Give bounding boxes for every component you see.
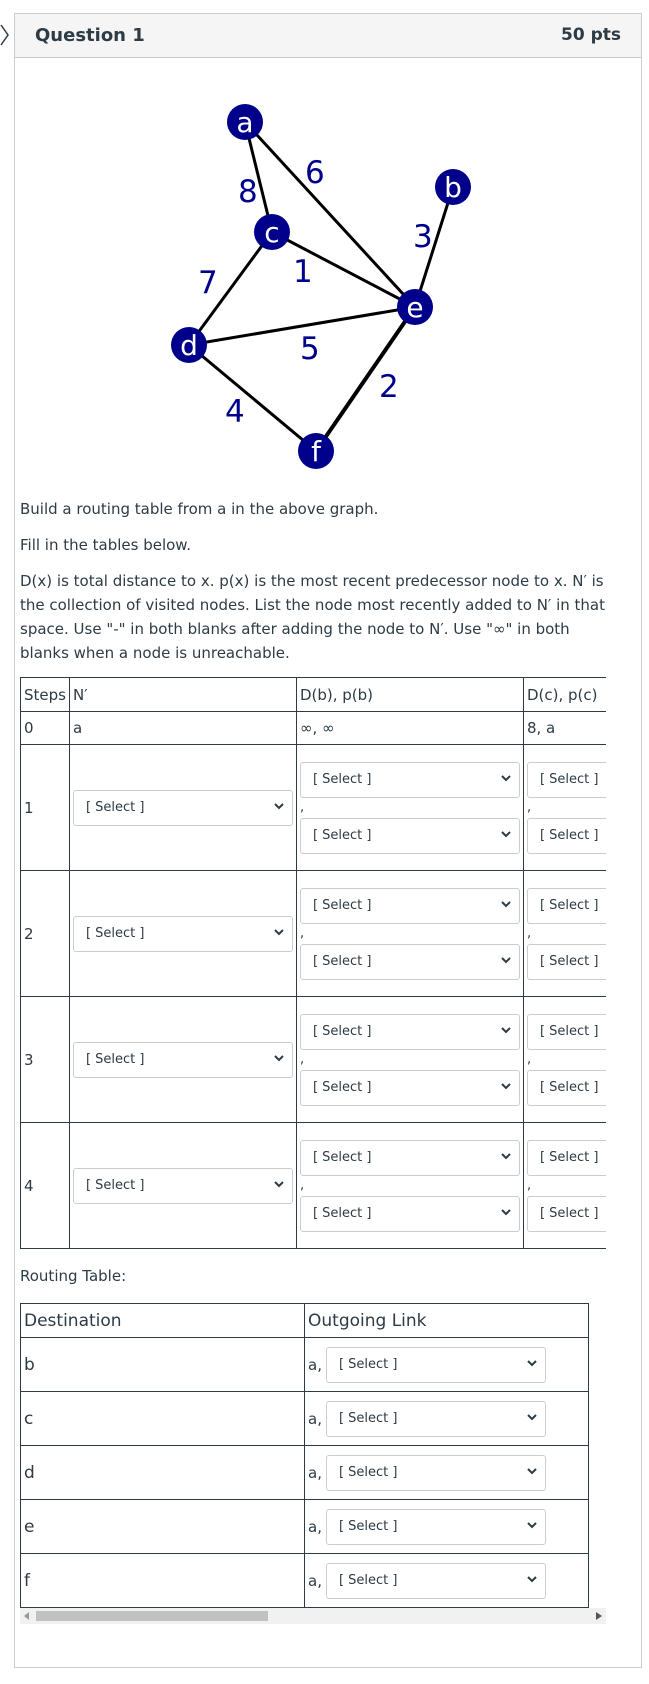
step-label: 1	[21, 745, 70, 871]
destination-cell: d	[21, 1446, 305, 1500]
pc-select[interactable]: [ Select ]	[527, 1196, 606, 1232]
dc-select[interactable]: [ Select ]	[527, 1014, 606, 1050]
n-prime-select[interactable]: [ Select ]	[73, 1168, 293, 1204]
node-b-label: b	[444, 171, 462, 204]
chevron-down-icon	[527, 1413, 537, 1421]
table-row	[21, 1392, 589, 1446]
node-a-label: a	[236, 106, 254, 139]
edge-e-f	[316, 307, 415, 451]
chevron-down-icon	[274, 1054, 284, 1062]
pc-select[interactable]: [ Select ]	[527, 818, 606, 854]
scroll-thumb[interactable]	[36, 1611, 268, 1621]
weight-d-e: 5	[300, 331, 320, 367]
n-prime-select[interactable]: [ Select ]	[73, 790, 293, 826]
network-graph	[165, 104, 505, 504]
edge-d-f	[189, 345, 316, 451]
db-select[interactable]: [ Select ]	[300, 888, 520, 924]
scroll-right-arrow-icon[interactable]	[596, 1612, 602, 1620]
n-prime-select[interactable]: [ Select ]	[73, 1042, 293, 1078]
pb-select[interactable]: [ Select ]	[300, 1070, 520, 1106]
comma: ,	[526, 925, 532, 941]
node-e-label: e	[406, 291, 424, 324]
table-row	[21, 1338, 589, 1392]
link-prefix: a,	[308, 1355, 322, 1374]
comma: ,	[299, 1051, 305, 1067]
node-f-label: f	[311, 435, 321, 468]
table-row	[21, 1554, 589, 1608]
previous-arrow-icon[interactable]	[0, 24, 10, 46]
row0-db-pb: ∞, ∞	[296, 712, 523, 745]
chevron-down-icon	[501, 774, 511, 782]
chevron-down-icon	[274, 1180, 284, 1188]
weight-d-f: 4	[225, 394, 245, 430]
dc-select[interactable]: [ Select ]	[527, 762, 606, 798]
pb-select[interactable]: [ Select ]	[300, 1196, 520, 1232]
row0-dc-pc: 8, a	[523, 712, 606, 745]
table-row	[21, 1500, 589, 1554]
scroll-left-arrow-icon[interactable]	[24, 1612, 30, 1620]
table-row	[21, 997, 607, 1123]
chevron-down-icon	[527, 1359, 537, 1367]
header-dc-pc: D(c), p(c)	[523, 678, 606, 712]
comma: ,	[299, 1177, 305, 1193]
pc-select[interactable]: [ Select ]	[527, 1070, 606, 1106]
comma: ,	[299, 799, 305, 815]
header-steps: Steps	[21, 678, 70, 712]
db-select[interactable]: [ Select ]	[300, 1014, 520, 1050]
chevron-down-icon	[527, 1521, 537, 1529]
instruction-fill: Fill in the tables below.	[20, 536, 191, 554]
table-row	[21, 1123, 607, 1249]
routing-table	[20, 1303, 589, 1608]
steps-table	[20, 677, 606, 1249]
dc-select[interactable]: [ Select ]	[527, 1140, 606, 1176]
chevron-down-icon	[501, 1082, 511, 1090]
pb-select[interactable]: [ Select ]	[300, 944, 520, 980]
routing-table-label: Routing Table:	[20, 1267, 127, 1285]
db-select[interactable]: [ Select ]	[300, 762, 520, 798]
question-title: Question 1	[35, 25, 145, 46]
destination-cell: e	[21, 1500, 305, 1554]
chevron-down-icon	[527, 1467, 537, 1475]
db-select[interactable]: [ Select ]	[300, 1140, 520, 1176]
header-destination: Destination	[21, 1304, 305, 1338]
table-row	[21, 745, 607, 871]
table-row	[21, 871, 607, 997]
step-label: 2	[21, 871, 70, 997]
dc-select[interactable]: [ Select ]	[527, 888, 606, 924]
comma: ,	[526, 1177, 532, 1193]
comma: ,	[526, 1051, 532, 1067]
destination-cell: f	[21, 1554, 305, 1608]
outgoing-link-select[interactable]: [ Select ]	[326, 1401, 546, 1437]
destination-cell: c	[21, 1392, 305, 1446]
destination-cell: b	[21, 1338, 305, 1392]
chevron-down-icon	[501, 1208, 511, 1216]
weight-a-c: 8	[238, 174, 258, 210]
chevron-down-icon	[501, 900, 511, 908]
weight-e-f: 2	[379, 369, 399, 405]
link-prefix: a,	[308, 1409, 322, 1428]
chevron-down-icon	[274, 928, 284, 936]
step-label: 3	[21, 997, 70, 1123]
weight-c-d: 7	[198, 265, 218, 301]
header-outgoing-link: Outgoing Link	[305, 1304, 589, 1338]
table-row	[21, 1446, 589, 1500]
instruction-definitions: D(x) is total distance to x. p(x) is the most recent predecessor node to x. N′ is the collection of visited nodes. List the node most recently added to N′ in that space. Use "-" in both blanks after adding the node to N′. Use "∞" in both blanks when a node is unreachable.	[20, 572, 606, 662]
comma: ,	[299, 925, 305, 941]
pb-select[interactable]: [ Select ]	[300, 818, 520, 854]
header-n-prime: N′	[69, 678, 296, 712]
link-prefix: a,	[308, 1571, 322, 1590]
link-prefix: a,	[308, 1463, 322, 1482]
step-label: 4	[21, 1123, 70, 1249]
chevron-down-icon	[501, 1152, 511, 1160]
outgoing-link-select[interactable]: [ Select ]	[326, 1455, 546, 1491]
outgoing-link-select[interactable]: [ Select ]	[326, 1563, 546, 1599]
weight-a-e: 6	[305, 155, 325, 191]
header-db-pb: D(b), p(b)	[296, 678, 523, 712]
n-prime-select[interactable]: [ Select ]	[73, 916, 293, 952]
weight-b-e: 3	[413, 219, 433, 255]
pc-select[interactable]: [ Select ]	[527, 944, 606, 980]
outgoing-link-select[interactable]: [ Select ]	[326, 1347, 546, 1383]
question-points: 50 pts	[561, 25, 621, 45]
instruction-build: Build a routing table from a in the above graph.	[20, 500, 379, 518]
chevron-down-icon	[501, 956, 511, 964]
node-d-label: d	[180, 329, 198, 362]
chevron-down-icon	[274, 802, 284, 810]
weight-c-e: 1	[293, 254, 313, 290]
link-prefix: a,	[308, 1517, 322, 1536]
chevron-down-icon	[527, 1575, 537, 1583]
question-header	[15, 14, 641, 58]
node-c-label: c	[264, 216, 280, 249]
chevron-down-icon	[501, 830, 511, 838]
chevron-down-icon	[501, 1026, 511, 1034]
comma: ,	[526, 799, 532, 815]
row0-n-prime: a	[69, 712, 296, 745]
horizontal-scrollbar[interactable]	[20, 1608, 606, 1624]
outgoing-link-select[interactable]: [ Select ]	[326, 1509, 546, 1545]
steps-table-viewport	[20, 677, 606, 1257]
row0-step: 0	[21, 712, 70, 745]
